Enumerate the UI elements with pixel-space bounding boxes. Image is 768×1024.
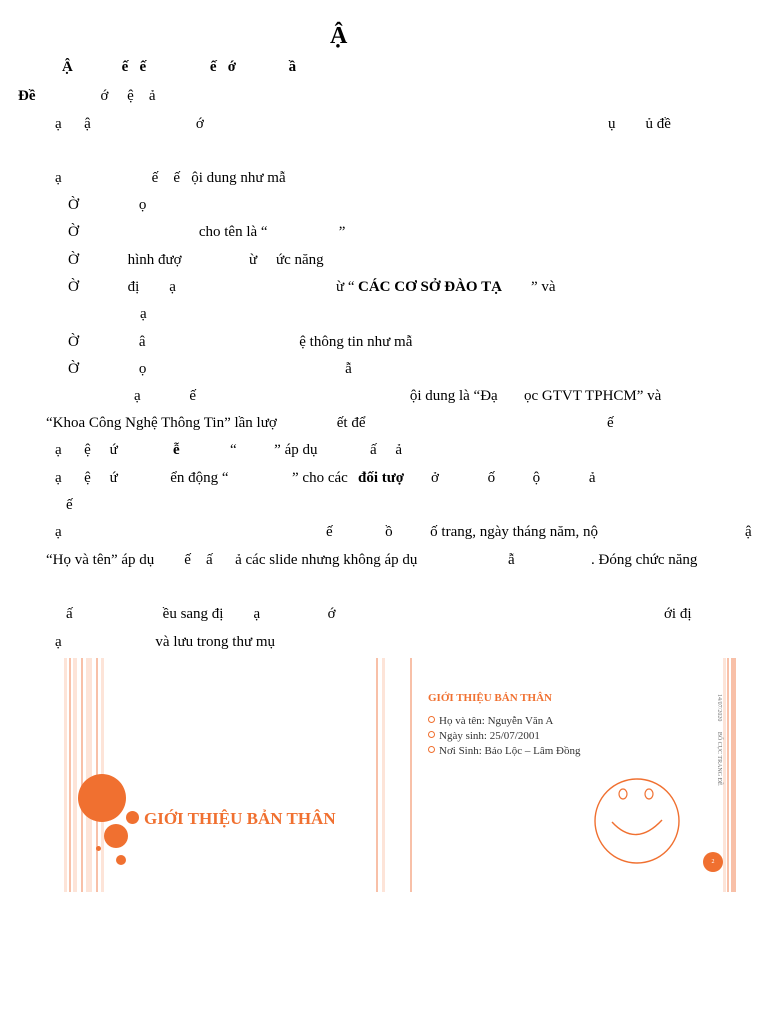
text-line: ạ xyxy=(55,524,62,540)
text-line: “Khoa Công Nghệ Thông Tin” lần lượ ết để xyxy=(46,415,366,431)
bullet-icon xyxy=(428,716,435,723)
decorative-stripe xyxy=(73,658,77,892)
text-line: ạ ệ ứ xyxy=(55,442,118,458)
text-line: ế xyxy=(607,415,614,431)
text-line: ớ ệ ả xyxy=(78,88,156,104)
text-line: ạ ế ội dung là “Đạ ọc GTVT TPHCM” và xyxy=(134,388,662,404)
text-line: ậ xyxy=(745,524,752,540)
slide-title: GIỚI THIỆU BẢN THÂN xyxy=(144,809,336,828)
slide-side-text: 14/07/2020 BỐ CỤC TRANG ĐỀ xyxy=(716,694,722,786)
text-line: Ờ ọ xyxy=(68,197,147,213)
decorative-stripe xyxy=(727,658,729,892)
decorative-stripe xyxy=(410,658,412,892)
text-line: CÁC CƠ SỞ ĐÀO TẠ xyxy=(358,279,502,295)
text-line: ừ “ xyxy=(336,279,355,295)
decorative-stripe xyxy=(86,658,92,892)
smiley-face-icon xyxy=(592,776,682,866)
decorative-stripe xyxy=(81,658,83,892)
text-line: Ờ cho tên là “ ” xyxy=(68,224,346,240)
decorative-circle xyxy=(116,855,126,865)
text-line: ở ố ộ ả xyxy=(431,470,596,486)
decorative-circle xyxy=(96,846,101,851)
decorative-stripe xyxy=(69,658,71,892)
text-line: Ờ hình đượ ừ ức năng xyxy=(68,252,324,268)
list-item-text: Họ và tên: Nguyễn Văn A xyxy=(439,715,554,727)
slide-thumbnail-content xyxy=(386,658,738,892)
decorative-circle xyxy=(78,774,126,822)
decorative-stripe xyxy=(64,658,67,892)
text-line: ế xyxy=(66,497,73,513)
slide-thumbnail-title xyxy=(60,658,385,892)
slide-bullet-list xyxy=(428,714,580,759)
text-line: “ ” áp dụ ấ ả xyxy=(230,442,403,458)
decorative-stripe xyxy=(376,658,378,892)
text-line: ” và xyxy=(531,279,556,295)
document-title: Ậ xyxy=(330,23,348,49)
text-line: Ờ ọ ẫ xyxy=(68,361,352,377)
list-item-text: Ngày sinh: 25/07/2001 xyxy=(439,730,540,742)
text-line: ạ và lưu trong thư mụ xyxy=(55,634,275,650)
text-line: ạ ế ế ội dung như mẫ xyxy=(55,170,286,186)
decorative-stripe xyxy=(723,658,726,892)
text-line: ễ xyxy=(173,442,180,458)
text-line: đối tượ xyxy=(358,470,405,486)
text-line: ” cho các xyxy=(292,470,348,486)
text-line: ạ ậ ớ xyxy=(55,116,204,132)
slide-title: GIỚI THIỆU BẢN THÂN xyxy=(428,692,552,704)
decorative-circle xyxy=(104,824,128,848)
text-line: ạ xyxy=(140,306,147,322)
bullet-icon xyxy=(428,731,435,738)
text-line: ụ ủ đề xyxy=(608,116,671,132)
text-line: ạ ệ ứ ển động “ xyxy=(55,470,229,486)
text-line: . Đóng chức năng xyxy=(591,552,698,568)
list-item-text: Nơi Sinh: Bảo Lộc – Lâm Đồng xyxy=(439,745,581,757)
slide-number-badge xyxy=(703,852,723,872)
decorative-circle xyxy=(126,811,139,824)
text-line: ẫ xyxy=(508,552,515,568)
text-line: ới đị xyxy=(664,606,692,622)
list-item xyxy=(428,714,580,729)
decorative-stripe xyxy=(382,658,385,892)
text-line: Đề xyxy=(18,88,36,104)
list-item xyxy=(428,729,580,744)
bullet-icon xyxy=(428,746,435,753)
text-line: ế ồ ố trang, ngày tháng năm, nộ xyxy=(326,524,599,540)
list-item xyxy=(428,744,580,759)
text-line: “Họ và tên” áp dụ ế ấ ả các slide nhưng không áp dụ xyxy=(46,552,418,568)
text-line: Ờ â ệ thông tin như mẫ xyxy=(68,334,413,350)
text-line: ấ ều sang đị ạ ớ xyxy=(66,606,336,622)
text-line: Ờ đị ạ xyxy=(68,279,176,295)
text-line: Ậ ế ế ế ớ ầ xyxy=(62,59,297,75)
decorative-stripe xyxy=(731,658,736,892)
slide-number: 2 xyxy=(711,859,715,865)
